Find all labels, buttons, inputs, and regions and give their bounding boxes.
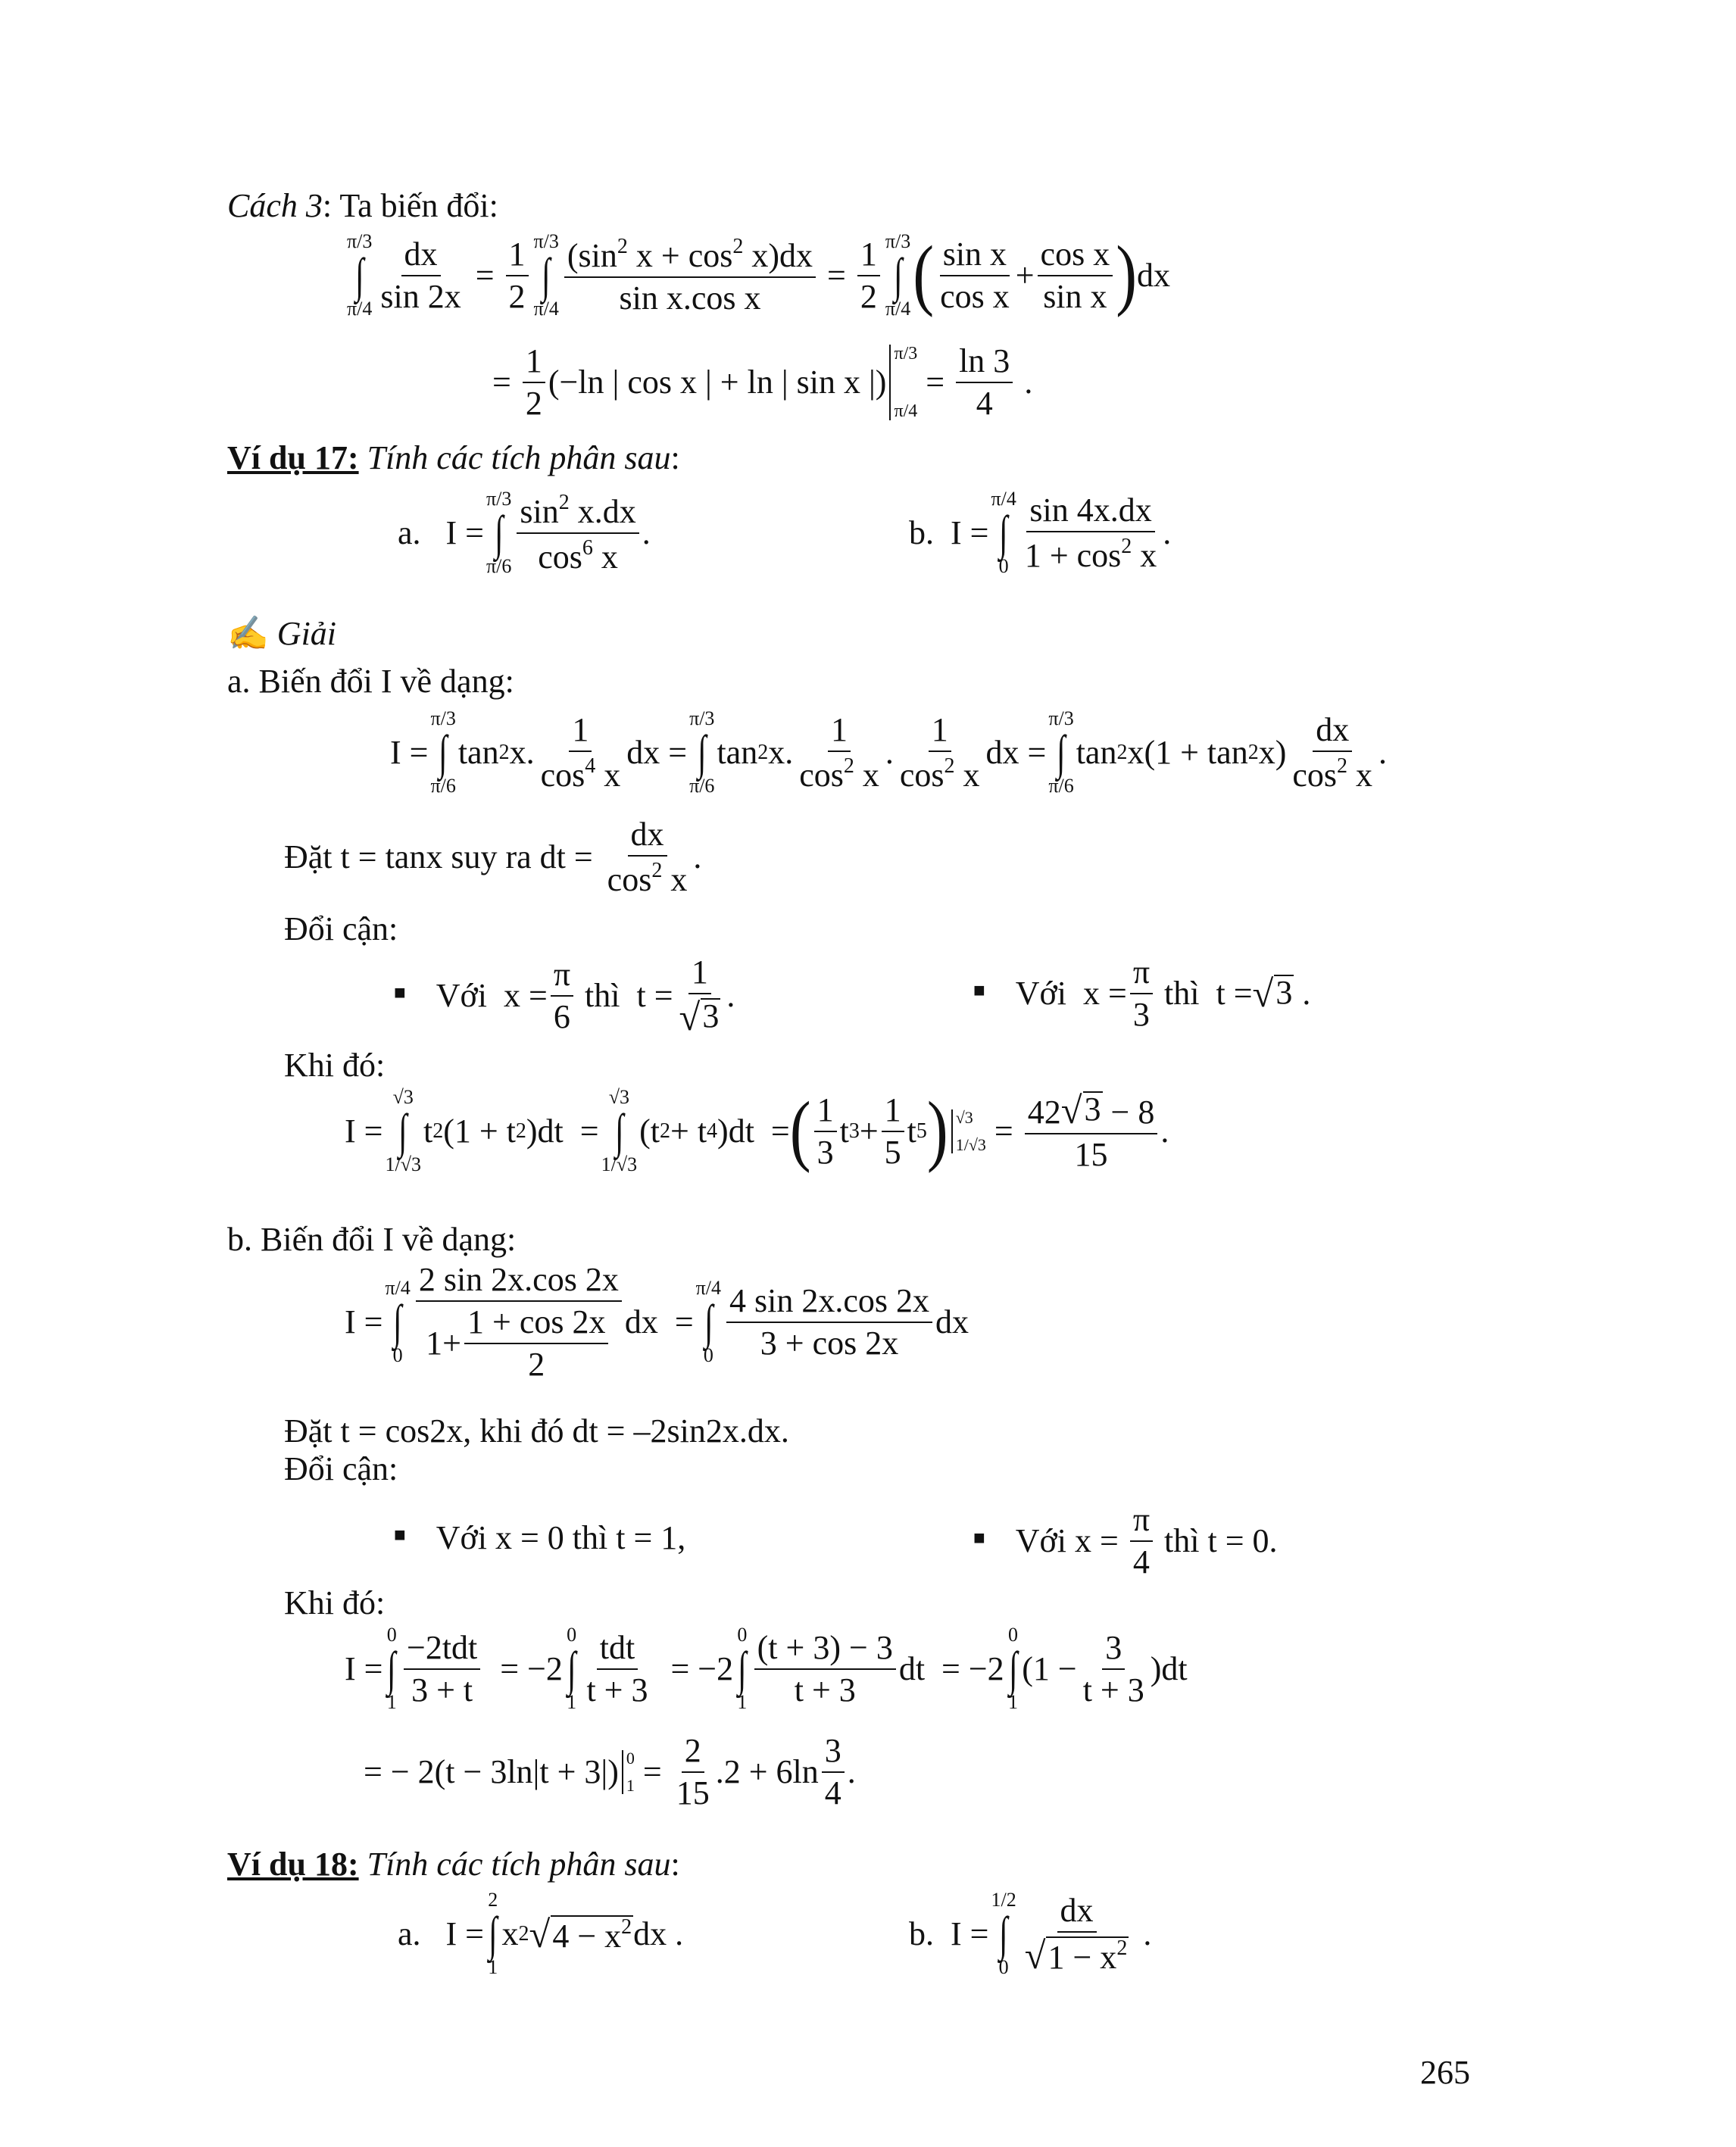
vidu18-heading: Ví dụ 18: Tính các tích phân sau:: [227, 1846, 680, 1883]
part-a-result: I = √3 ∫ 1/√3 t 2 (1 + t 2 )dt = √3 ∫ 1/√3 (t 2 + t 4 )dt = ( 1 3 t 3 + 1 5 t 5 ) √3 1/√3 = 42 √ 3 − 8 15 .: [345, 1086, 1169, 1176]
vidu18-task: Tính các tích phân sau: [367, 1846, 671, 1883]
bullet-icon: ■: [973, 1527, 985, 1549]
part-a-intro: a. Biến đổi I về dạng:: [227, 663, 514, 700]
part-a-doi-can: Đổi cận:: [284, 910, 398, 947]
part-b-result-2: = − 2(t − 3ln|t + 3|) 0 1 = 2 15 .2 + 6ln 3 4 .: [364, 1732, 856, 1812]
part-b-result-1: I = 0 ∫ 1 −2tdt 3 + t = −2 0 ∫ 1 tdt t + 3 = −2 0 ∫ 1 (t + 3) − 3 t + 3 dt = −2 0 ∫ 1 (1 − 3 t + 3 )dt: [345, 1624, 1188, 1714]
vidu17-part-a: a. I = π/3 ∫ π/6 $\sin^2 x.dx$ $\cos^6 x$ .: [398, 488, 651, 578]
cach3-equation-1: π/3 ∫ π/4 dx sin 2x = 1 2 π/3 ∫ π/4 ($\sin^2$ $x + \cos^2 x)dx$ sin x.cos x = 1 2 π/3 ∫ π/4 ( sin x cos x + cos x sin x ) dx: [347, 230, 1171, 320]
cach3-label: Cách 3: [227, 187, 323, 224]
pen-writing-icon: ✍: [227, 615, 269, 652]
part-a-case-2: ■ Với x = π 3 thì t = √ 3 .: [973, 953, 1311, 1033]
part-a-khi-do: Khi đó:: [284, 1047, 386, 1084]
cach3-equation-2: = 1 2 (−ln | cos x | + ln | sin x |) π/3 π/4 = ln 3 4 .: [492, 342, 1033, 422]
part-b-case-1: [394, 1518, 685, 1555]
vidu17-task: Tính các tích phân sau: [367, 439, 671, 476]
page-number: 265: [1420, 2054, 1470, 2091]
bullet-icon: ■: [394, 981, 406, 1004]
vidu18-label: Ví dụ 18:: [227, 1846, 359, 1883]
part-b-khi-do: Khi đó:: [284, 1584, 386, 1621]
part-b-case-2-text: thì t = 0.: [1164, 1522, 1278, 1559]
part-b-intro: b. Biến đổi I về dạng:: [227, 1221, 517, 1258]
bullet-icon: ■: [973, 979, 985, 1001]
vidu18-part-b: b. I = 1/2 ∫ 0 dx √ $1 - x^2$ .: [909, 1889, 1152, 1979]
part-a-dat-t-text: Đặt t = tanx suy ra dt =: [284, 838, 593, 875]
part-b-doi-can: Đổi cận:: [284, 1450, 398, 1487]
part-b-case-2: ■ Với x = π 4 thì t = 0.: [973, 1501, 1278, 1581]
vidu17-label: Ví dụ 17:: [227, 439, 359, 476]
part-b-equation: I = π/4 ∫ 0 2 sin 2x.cos 2x 1+ 1 + cos 2x 2 dx = π/4 ∫ 0 4 sin 2x.cos 2x 3 + cos 2x dx: [345, 1261, 969, 1383]
vidu17-part-b: b. I = π/4 ∫ 0 sin 4x.dx $1 + \cos^2 x$ .: [909, 488, 1172, 578]
vidu17-heading: Ví dụ 17: Tính các tích phân sau:: [227, 439, 680, 476]
part-a-case-1: ■ Với x = π 6 thì t = 1 √ 3 .: [394, 953, 735, 1038]
part-b-case-1-text: Với x = 0 thì t = 1,: [436, 1518, 686, 1556]
part-b-substitution: Đặt t = cos2x, khi đó dt = –2sin2x.dx.: [284, 1412, 789, 1450]
giai-label: Giải: [276, 615, 337, 652]
cach3-rest: : Ta biến đổi:: [322, 187, 498, 224]
bullet-icon: ■: [394, 1523, 406, 1546]
part-a-substitution: Đặt t = tanx suy ra dt = $\frac{dx}{\cos^2 x}$ .: [284, 816, 702, 898]
solution-heading: [227, 617, 336, 651]
vidu18-part-a: a. I = 2 ∫ 1 x 2 √ $4 - x^2$ dx .: [398, 1889, 684, 1979]
part-a-equation: I = π/3 ∫ π/6 tan 2 x. 1 $\cos^4 x$ dx = π/3 ∫ π/6 tan 2 x. 1 $\cos^2 x$ . 1 $\cos^2 x$ dx = π/3 ∫ π/6 tan 2 x(1 + tan 2 x) dx $\cos^2 x$ .: [390, 707, 1388, 797]
cach3-heading: [227, 189, 498, 223]
